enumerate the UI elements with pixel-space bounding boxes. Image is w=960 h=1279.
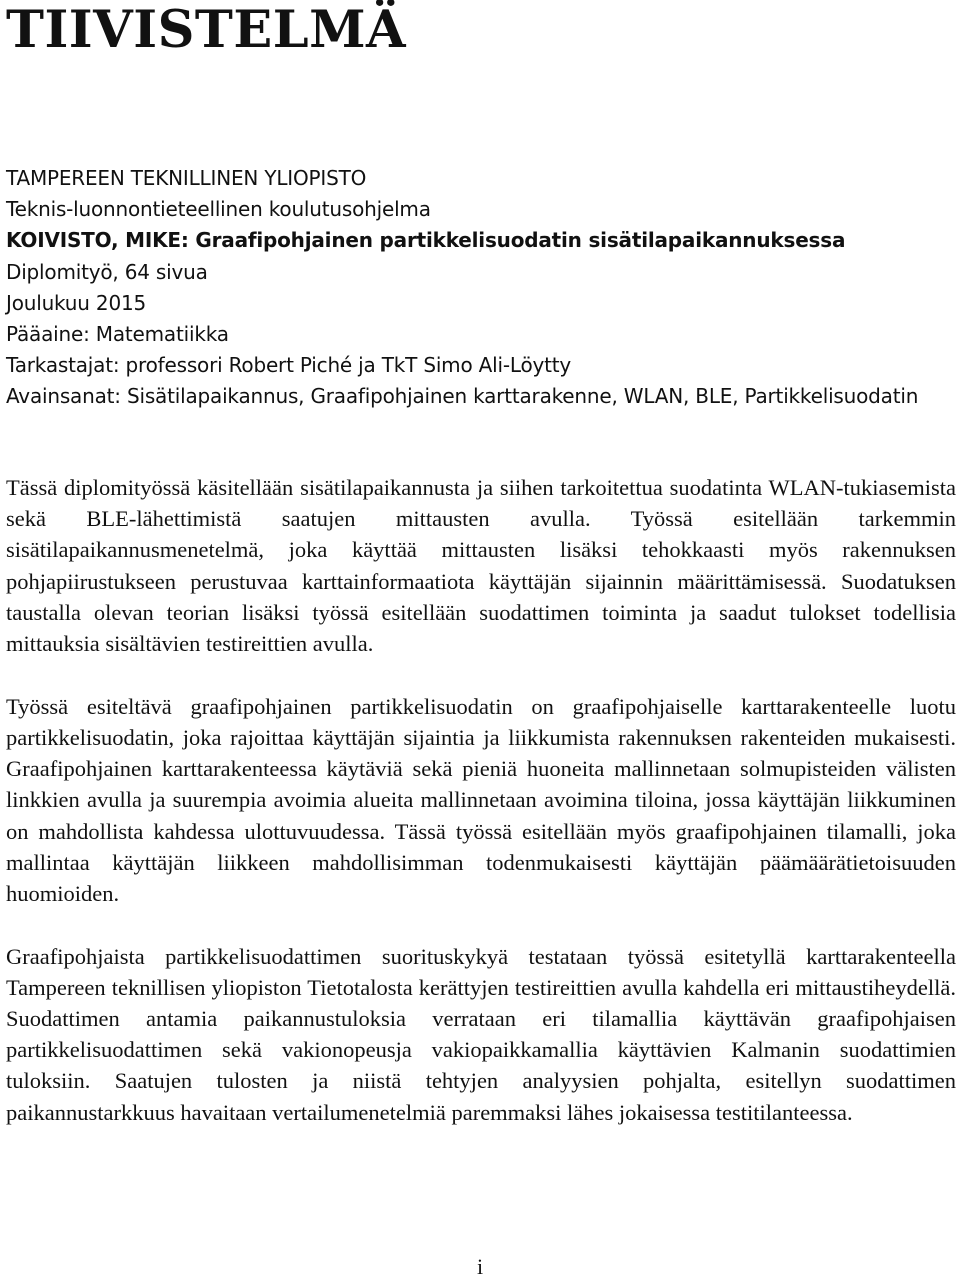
page-title: TIIVISTELMÄ bbox=[6, 0, 407, 60]
abstract-paragraph-2: Työssä esiteltävä graafipohjainen partikkelisuodatin on graafipohjaiselle karttarakenteelle luotu partikkelisuodatin, joka rajoittaa käyttäjän sijaintia ja liikkumista rakennuksen rakenteiden mukaisesti. Graafipohjainen karttarakenteessa käytäviä sekä pieniä huoneita mallinnetaan solmupisteiden välisten linkkien avulla ja suurempia avoimia alueita mallinnetaan avoimina tiloina, jossa käyttäjän liikkuminen on mahdollista kahdessa ulottuvuudessa. Tässä työssä esitellään myös graafipohjainen tilamalli, joka mallintaa käyttäjän liikkeen mahdollisimman todenmukaisesti käyttäjän päämäärätietoisuuden huomioiden. bbox=[6, 693, 956, 906]
major-subject: Pääaine: Matematiikka bbox=[6, 322, 229, 347]
thesis-date: Joulukuu 2015 bbox=[6, 290, 147, 315]
abstract-paragraph-1: Tässä diplomityössä käsitellään sisätilapaikannusta ja siihen tarkoitettua suodatinta WLAN-tukiasemista sekä BLE-lähettimistä saatujen mittausten avulla. Työssä esitellään tarkemmin sisätilapaikannusmenetelmä, joka käyttää mittausten lisäksi tehokkaasti myös rakennuksen pohjapiirustukseen perustuvaa karttainformaatiota käyttäjän sijainnin määrittämisessä. Suodatuksen taustalla olevan teorian lisäksi työssä esitellään suodattimen toiminta ja saadut tulokset todellisia mittauksia sisältävien testireittien avulla. bbox=[6, 475, 956, 657]
degree-programme: Teknis-luonnontieteellinen koulutusohjelma bbox=[6, 197, 431, 222]
abstract-paragraph-3: Graafipohjaista partikkelisuodattimen suorituskykyä testataan työssä esitetyllä karttarakenteella Tampereen teknillisen yliopiston Tietotalosta kerättyjen testireittien avulla kahdella eri mittaustiheydellä. Suodattimen antamia paikannustuloksia verrataan eri tilamallia käyttävän graafipohjaisen partikkelisuodattimen sekä vakionopeusja vakiopaikkamallia käyttävien Kalmanin suodattimien tuloksiin. Saatujen tulosten ja niistä tehtyjen analyysien pohjalta, esitellyn suodattimen paikannustarkkuus havaitaan vertailumenetelmiä paremmaksi lähes jokaisessa testitilanteessa. bbox=[6, 943, 956, 1125]
thesis-type: Diplomityö, 64 sivua bbox=[6, 259, 208, 284]
keywords: Avainsanat: Sisätilapaikannus, Graafipohjainen karttarakenne, WLAN, BLE, Partikkelisuodatin bbox=[6, 384, 919, 409]
author-and-thesis-title: KOIVISTO, MIKE: Graafipohjainen partikkelisuodatin sisätilapaikannuksessa bbox=[6, 228, 846, 253]
page-number: i bbox=[476, 1254, 484, 1279]
examiners: Tarkastajat: professori Robert Piché ja TkT Simo Ali-Löytty bbox=[6, 353, 572, 378]
abstract-body bbox=[6, 472, 956, 1159]
thesis-metadata bbox=[6, 163, 956, 413]
university-name: TAMPEREEN TEKNILLINEN YLIOPISTO bbox=[6, 166, 367, 190]
